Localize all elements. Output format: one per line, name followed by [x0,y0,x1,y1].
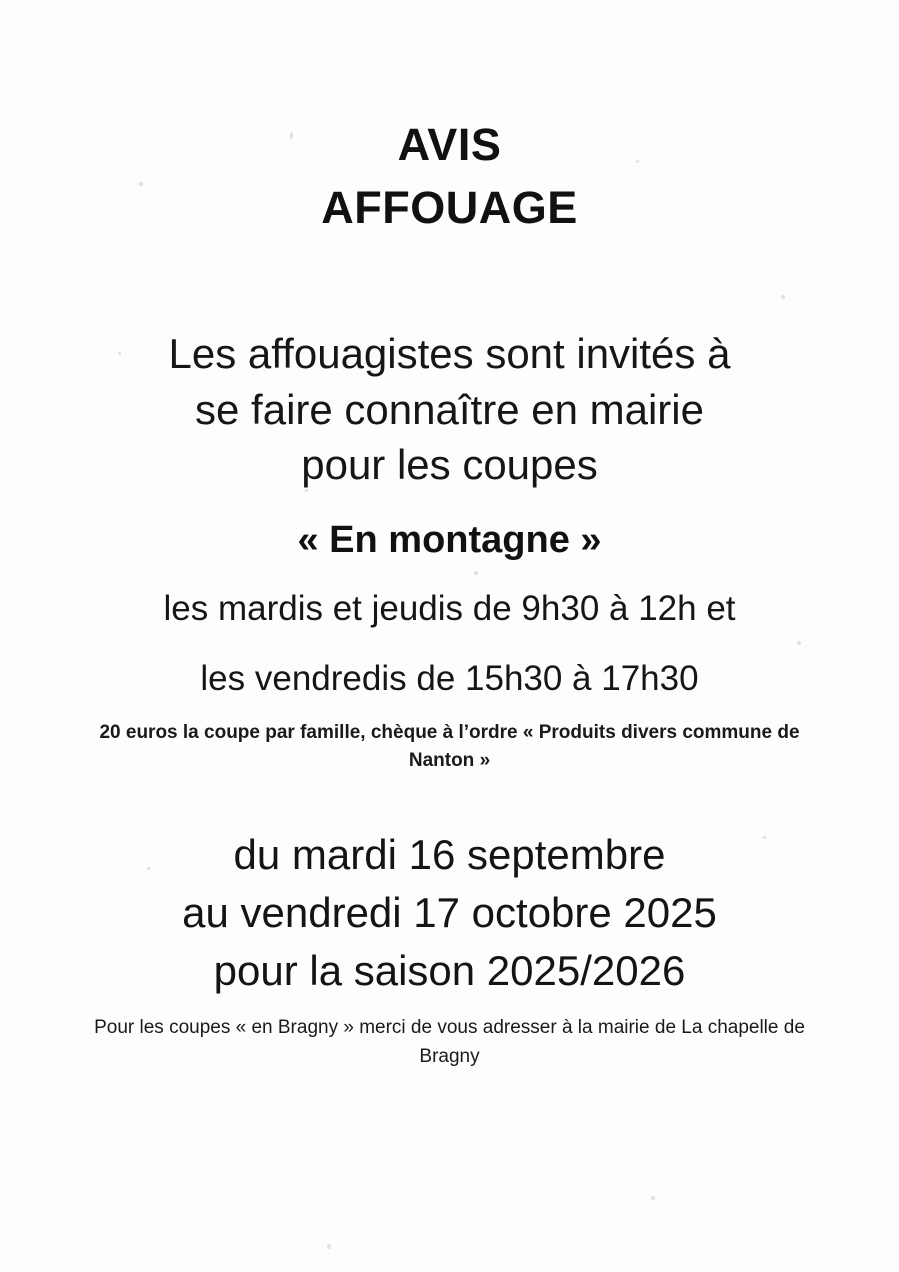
notice-body [70,326,830,774]
scan-speck [474,571,478,575]
lead-line-3: pour les coupes [301,441,598,489]
scan-speck [797,641,801,645]
bragny-footnote: Pour les coupes « en Bragny » merci de vous adresser à la mairie de La chapelle de Bragny [94,1017,805,1067]
price-and-payment-note: 20 euros la coupe par famille, chèque à l’ordre « Produits divers commune de Nanton » [99,722,800,771]
scan-speck [763,836,766,839]
scan-speck [327,1244,331,1249]
opening-hours-line-1: les mardis et jeudis de 9h30 à 12h et [163,588,736,628]
lead-line-1: Les affouagistes sont invités à [168,330,731,378]
scan-speck [305,489,308,492]
title-line-avis: AVIS [397,119,502,170]
scan-speck [781,295,785,299]
opening-hours-line-2: les vendredis de 15h30 à 17h30 [200,659,699,699]
scan-speck [139,182,143,186]
scan-speck [118,352,121,355]
scan-speck [290,132,293,139]
date-line-season: pour la saison 2025/2026 [213,947,686,995]
scan-speck [636,160,639,163]
notice-dates [50,826,850,1071]
notice-title [321,118,578,234]
scan-speck [651,1196,655,1200]
date-line-end: au vendredi 17 octobre 2025 [182,889,717,937]
date-line-start: du mardi 16 septembre [233,831,666,879]
coupe-name: « En montagne » [297,518,602,561]
title-line-affouage: AFFOUAGE [321,182,578,234]
scan-speck [147,867,150,870]
lead-line-2: se faire connaître en mairie [195,385,704,433]
